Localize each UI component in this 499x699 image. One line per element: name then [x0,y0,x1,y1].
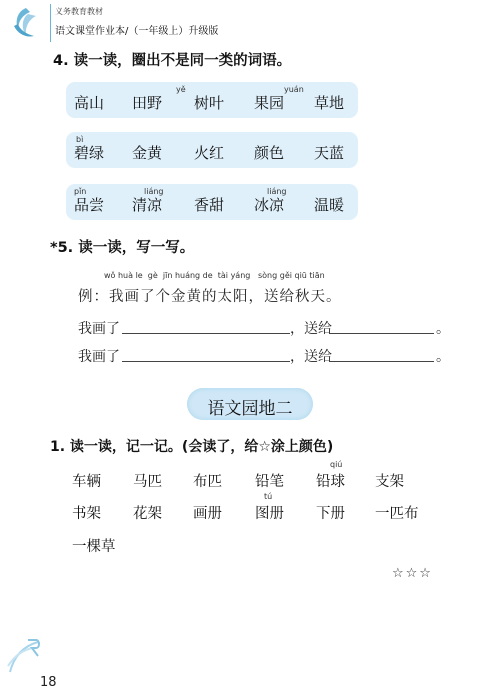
section-title-badge [187,388,313,420]
question-5-title: *5. 读一读，写一写。 [50,240,195,256]
question-4-title: 4. 读一读，圈出不是同一类的词语。 [53,53,292,69]
rating-stars-icon[interactable]: ☆☆☆ [392,566,433,581]
vocab-word: 铅笔 [255,474,284,490]
word[interactable]: 草地 [314,94,345,112]
vocab-word: 铅球 [316,474,345,490]
vocab-word: 支架 [375,474,404,490]
word-group-2 [66,132,358,168]
word[interactable]: 火红 [194,144,225,162]
sentence-1-end: 。 [436,321,450,337]
vocab-word: 一匹布 [375,506,419,522]
word[interactable]: 品尝 [74,196,105,214]
word[interactable]: 天蓝 [314,144,345,162]
word[interactable]: 金黄 [132,144,163,162]
vocab-word: 布匹 [193,474,222,490]
answer-line[interactable] [330,333,434,334]
page-number: 18 [40,675,57,690]
pinyin-label: pǐn [74,187,87,196]
word[interactable]: 果园 [254,94,285,112]
answer-line[interactable] [122,361,290,362]
publisher-logo-icon [6,4,46,44]
sentence-2-prefix: 我画了 [78,349,120,365]
word[interactable]: 颜色 [254,144,285,162]
word-group-3 [66,184,358,220]
sentence-1-prefix: 我画了 [78,321,120,337]
sentence-2-mid: ，送给 [290,349,332,365]
pinyin-label: yuán [284,85,304,94]
header-series: 义务教育教材 [55,7,103,16]
pinyin-label: yě [176,85,186,94]
section-title: 语文园地二 [207,399,293,419]
pinyin-label: liáng [144,187,164,196]
vocab-word: 图册 [255,506,284,522]
example-pinyin: wǒ huà le gè jīn huáng de tài yáng sòng gěi qiū tiān [104,271,325,280]
vocab-word: 下册 [316,506,345,522]
vocab-word: 车辆 [72,474,101,490]
word[interactable]: 高山 [74,94,105,112]
header-divider [50,4,51,42]
word-group-1 [66,82,358,118]
pinyin-label: bì [76,135,84,144]
example-sentence: 例：我画了个金黄的太阳，送给秋天。 [78,289,342,305]
vocab-word: 书架 [72,506,101,522]
pinyin-label: qiú [330,460,343,469]
vocab-word: 一棵草 [72,539,116,555]
corner-decoration-icon [6,636,46,676]
sentence-2-end: 。 [436,349,450,365]
pinyin-label: liáng [267,187,287,196]
answer-line[interactable] [330,361,434,362]
vocab-word: 花架 [133,506,162,522]
sentence-1-mid: ，送给 [290,321,332,337]
word[interactable]: 田野 [132,94,163,112]
word[interactable]: 香甜 [194,196,225,214]
header-book-title: 语文课堂作业本/（一年级上）升级版 [55,26,219,37]
word[interactable]: 温暖 [314,196,345,214]
word[interactable]: 清凉 [132,196,163,214]
section-1-title: 1. 读一读，记一记。(会读了，给☆涂上颜色) [50,439,334,455]
vocab-word: 马匹 [133,474,162,490]
word[interactable]: 冰凉 [254,196,285,214]
word[interactable]: 树叶 [194,94,225,112]
pinyin-label: tú [264,492,273,501]
answer-line[interactable] [122,333,290,334]
vocab-word: 画册 [193,506,222,522]
word[interactable]: 碧绿 [74,144,105,162]
